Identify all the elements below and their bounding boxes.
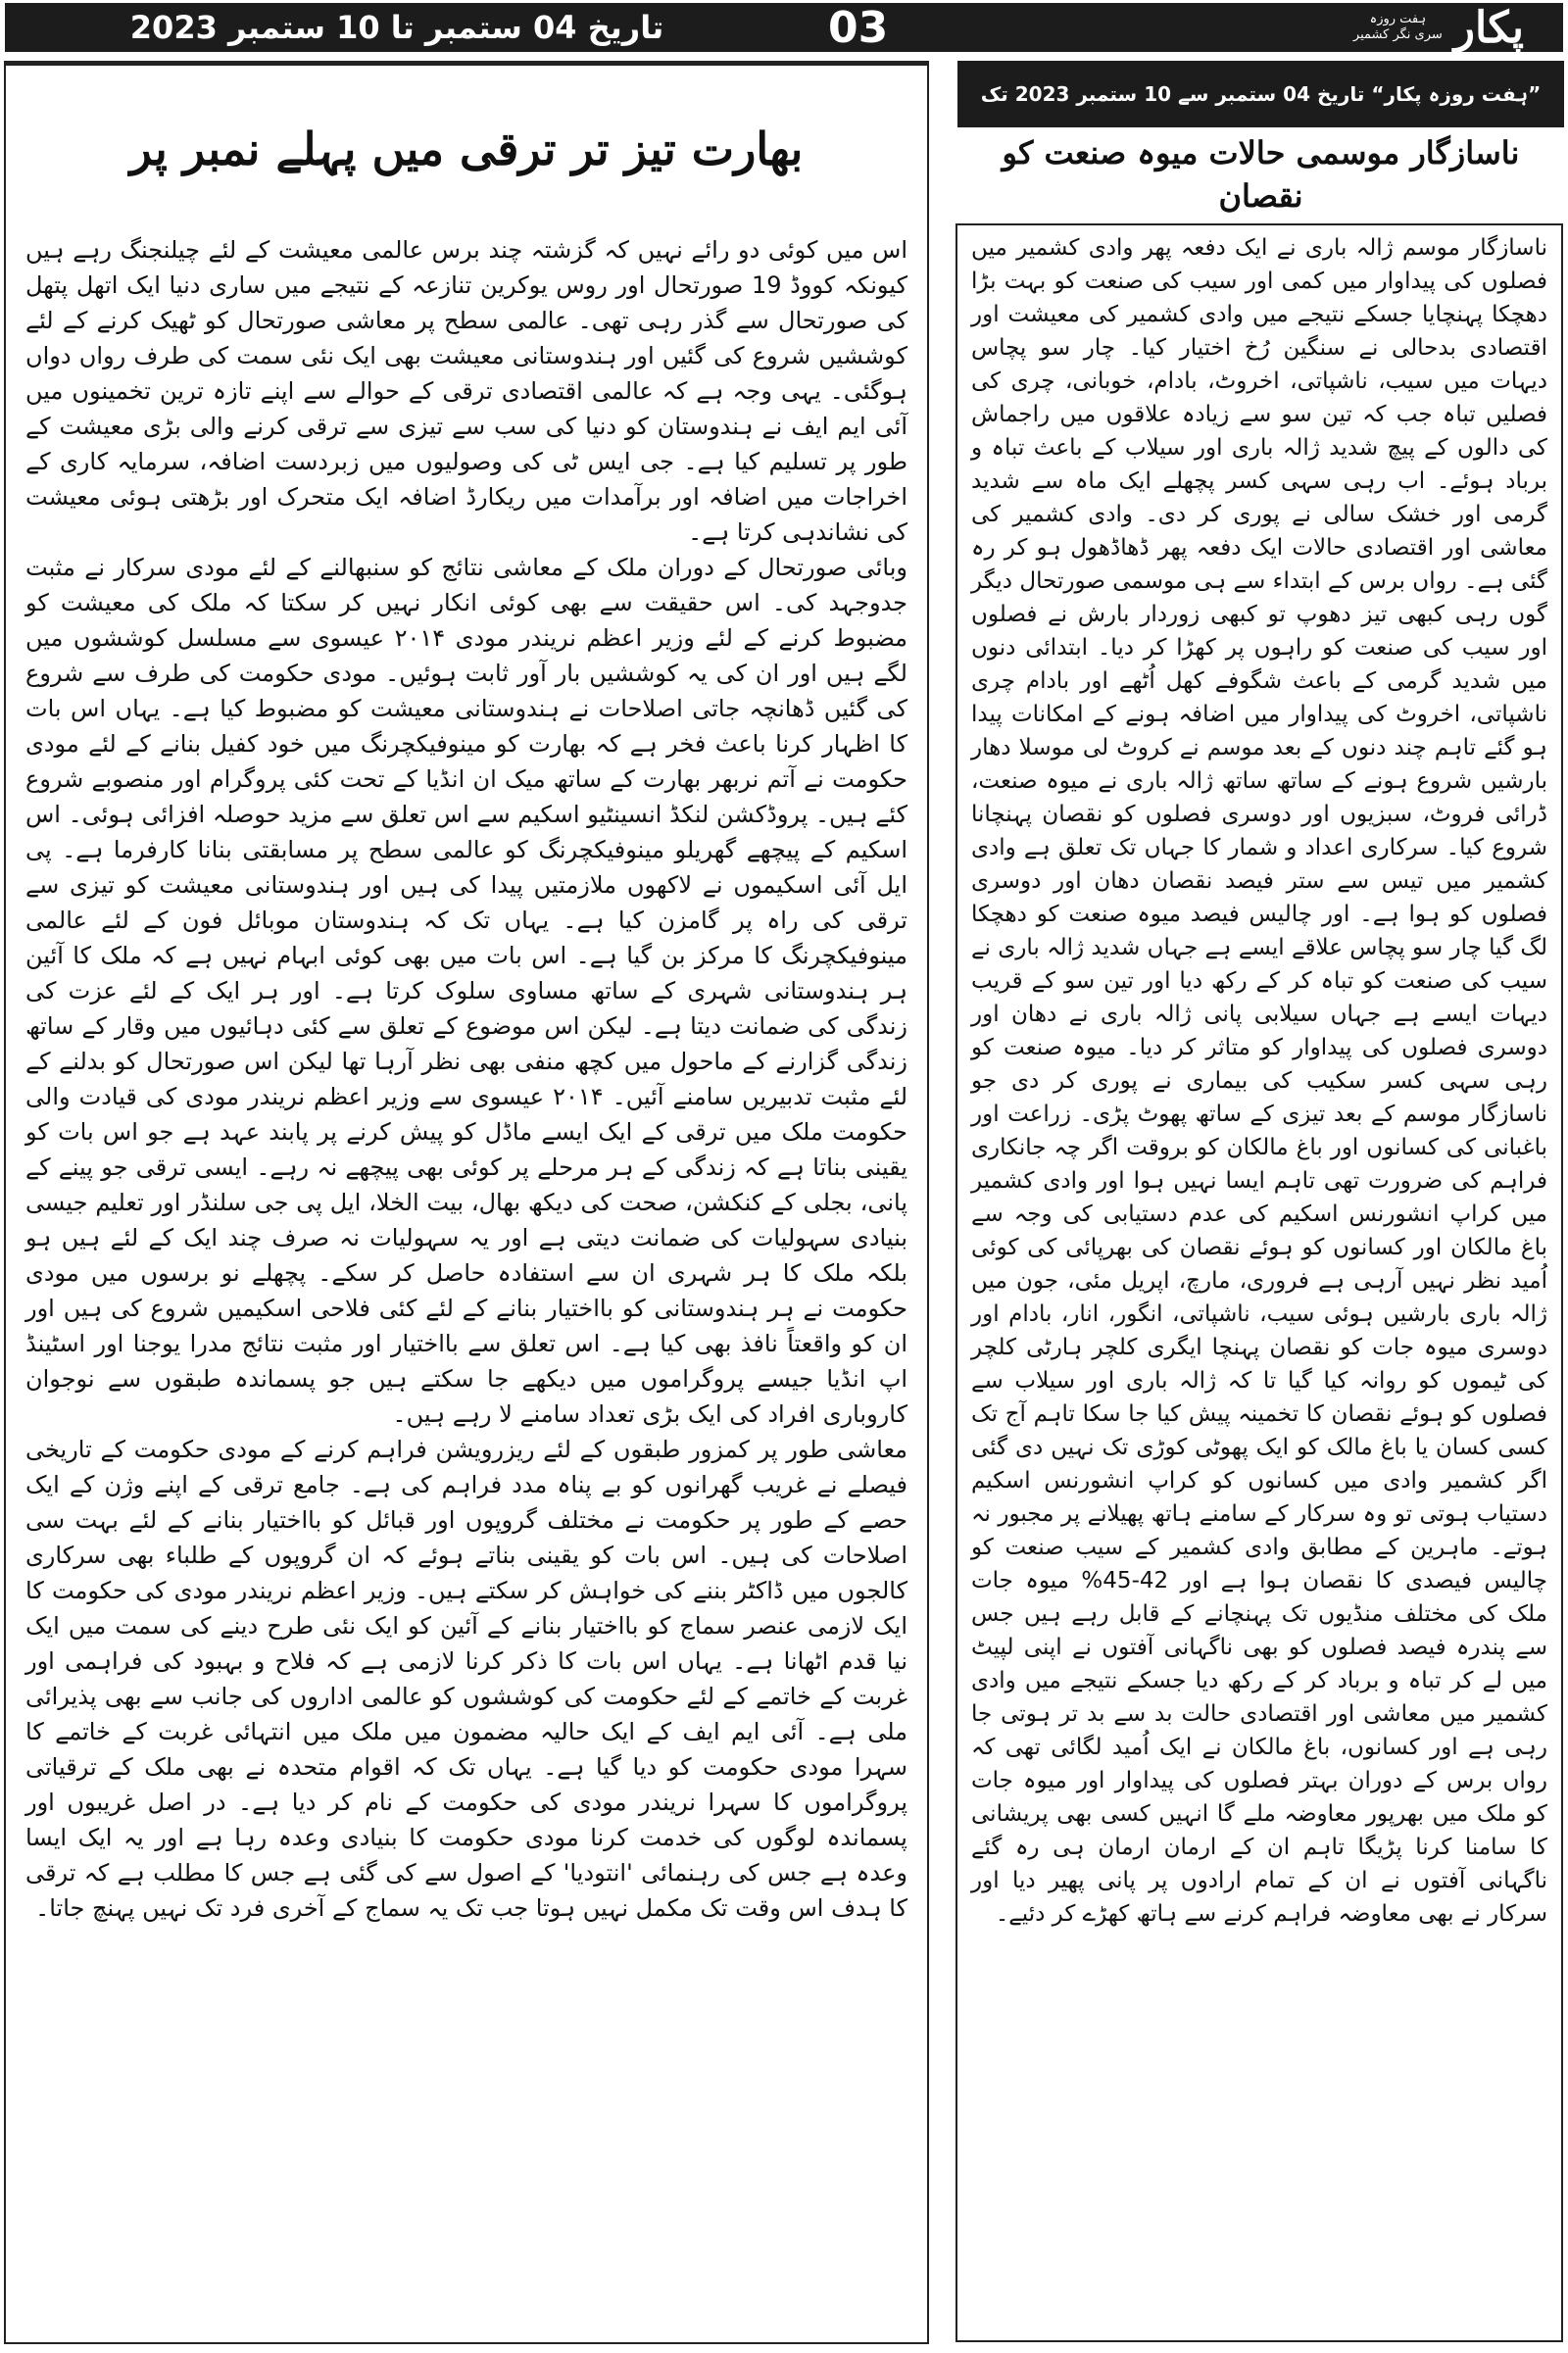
paragraph: وبائی صورتحال کے دوران ملک کے معاشی نتائج کو سنبھالنے کے لئے مودی سرکار نے مثبت جدوجہد کی۔ اس حقیقت سے بھی کوئی انکار نہیں کر سکتا کہ ملک کی معیشت کو مضبوط کرنے کے لئے وزیر اعظم نریندر مودی ۲۰۱۴ عیسوی سے مسلسل کوششوں میں لگے ہیں اور ان کی یہ کوششیں بار آور ثابت ہوئیں۔ مودی حکومت کی طرف سے شروع کی گئیں ڈھانچہ جاتی اصلاحات نے ہندوستانی معیشت کو مضبوط کیا ہے۔ یہاں اس بات کا اظہار کرنا باعث فخر ہے کہ بھارت کو مینوفیکچرنگ میں خود کفیل بنانے کے لئے مودی حکومت نے آتم نربھر بھارت کے ساتھ میک ان انڈیا کے تحت کئی پروگرام اور منصوبے شروع کئے ہیں۔ پروڈکشن لنکڈ انسینٹیو اسکیم سے اس تعلق سے مزید حوصلہ افزائی ہوئی۔ اس اسکیم کے پیچھے گھریلو مینوفیکچرنگ کو عالمی سطح پر مسابقتی بنانا کارفرما ہے۔ پی ایل آئی اسکیموں نے لاکھوں ملازمتیں پیدا کی ہیں اور ہندوستانی معیشت کو تیزی سے ترقی کی راہ پر گامزن کیا ہے۔ یہاں تک کہ ہندوستان موبائل فون کے لئے عالمی مینوفیکچرنگ کا مرکز بن گیا ہے۔ اس بات میں بھی کوئی ابہام نہیں ہے کہ ملک کا آئین ہر ہندوستانی شہری کے ساتھ مساوی سلوک کرتا ہے۔ اور ہر ایک کے لئے عزت کی زندگی کی ضمانت دیتا ہے۔ لیکن اس موضوع کے تعلق سے کئی دہائیوں میں وقار کے ساتھ زندگی گزارنے کے ماحول میں کچھ منفی بھی نظر آرہا تھا لیکن اس صورتحال کو بدلنے کے لئے مثبت تدبیریں سامنے آئیں۔ ۲۰۱۴ عیسوی سے وزیر اعظم نریندر مودی کی قیادت والی حکومت ملک میں ترقی کے ایک ایسے ماڈل کو پیش کرنے پر پابند عہد ہے جو اس بات کو یقینی بناتا ہے کہ زندگی کے ہر مرحلے پر کوئی بھی پیچھے نہ رہے۔ ایسی ترقی جو پینے کے پانی، بجلی کے کنکشن، صحت کی دیکھ بھال، بیت الخلا، ایل پی جی سلنڈر اور تعلیم جیسی بنیادی سہولیات کی ضمانت دیتی ہے اور یہ سہولیات نہ صرف چند ایک کے لئے ہیں ہو بلکہ ملک کا ہر شہری ان سے استفادہ حاصل کر سکے۔ پچھلے نو برسوں میں مودی حکومت نے ہر ہندوستانی کو بااختیار بنانے کے لئے کئی فلاحی اسکیمیں شروع کی ہیں اور ان کو واقعتاً نافذ بھی کیا ہے۔ اس تعلق سے بااختیار اور مثبت نتائج مدرا یوجنا اور اسٹینڈ اپ انڈیا جیسے پروگراموں میں دیکھے جا سکتے ہیں جو پسماندہ طبقوں سے نوجوان کاروباری افراد کی ایک بڑی تعداد سامنے لا رہے ہیں۔ xyxy=(25,554,908,1428)
left-article-body xyxy=(25,232,907,1926)
paragraph: ناسازگار موسم ژالہ باری نے ایک دفعہ پھر وادی کشمیر میں فصلوں کی پیداوار میں کمی اور سیب کی صنعت کو بہت بڑا دھچکا پہنچایا جسکے نتیجے میں وادی کشمیر کی معیشت اور اقتصادی بدحالی نے سنگین رُخ اختیار کیا۔ چار سو پچاس دیہات میں سیب، ناشپاتی، اخروٹ، بادام، خوبانی، چری کی فصلیں تباہ جب کہ تین سو سے زیادہ علاقوں میں راجماش کی دالوں کے پیچ شدید ژالہ باری اور سیلاب کے باعث تباہ و برباد ہوئے۔ اب رہی سہی کسر پچھلے ایک ماہ سے شدید گرمی اور خشک سالی نے پوری کر دی۔ وادی کشمیر کی معاشی اور اقتصادی حالات ایک دفعہ پھر ڈھاڈھول ہو کر رہ گئی ہے۔ رواں برس کے ابتداء سے ہی موسمی صورتحال دیگر گوں رہی کبھی تیز دھوپ تو کبھی زوردار بارش نے فصلوں اور سیب کی صنعت کو راہوں پر کھڑا کر دیا۔ ابتدائی دنوں میں شدید گرمی کے باعث شگوفے کھل اُٹھے اور بادام چری ناشپاتی، اخروٹ کی پیداوار میں اضافہ ہونے کے امکانات پیدا ہو گئے تاہم چند دنوں کے بعد موسم نے کروٹ لی موسلا دھار بارشیں شروع ہونے کے ساتھ ساتھ ژالہ باری نے میوہ صنعت، ڈرائی فروٹ، سبزیوں اور دوسری فصلوں کو نقصان پہنچانا شروع کیا۔ سرکاری اعداد و شمار کا جہاں تک تعلق ہے وادی کشمیر میں تیس سے ستر فیصد نقصان دھان اور دوسری فصلوں کو ہوا ہے۔ اور چالیس فیصد میوہ صنعت کو دھچکا لگ گیا چار سو پچاس علاقے ایسے ہے جہاں شدید ژالہ باری نے سیب کی صنعت کو تباہ کر کے رکھ دیا اور تین سو کے قریب دیہات ایسے ہے جہاں سیلابی پانی ژالہ باری نے دھان اور دوسری فصلوں کی پیداوار کو متاثر کر دیا۔ میوہ صنعت کو رہی سہی کسر سکیب کی بیماری نے پوری کر دی جو ناسازگار موسم کے بعد تیزی کے ساتھ پھوٹ پڑی۔ زراعت اور باغبانی کی کسانوں اور باغ مالکان کو بروقت اگر چہ جانکاری فراہم کی ضرورت تھی تاہم ایسا نہیں ہوا اور وادی کشمیر میں کراپ انشورنس اسکیم کی عدم دستیابی کی وجہ سے باغ مالکان اور کسانوں کو ہوئے نقصان کی بھرپائی کی کوئی اُمید نظر نہیں آرہی ہے فروری، مارچ، اپریل مئی، جون میں ژالہ باری بارشیں ہوئی سیب، ناشپاتی، انگور، انار، بادام اور دوسری میوہ جات کو نقصان پہنچا ایگری کلچر ہارٹی کلچر کی ٹیموں کو روانہ کیا گیا تا کہ ژالہ باری اور سیلاب سے فصلوں کو ہوئے نقصان کا تخمینہ پیش کیا جا سکا تاہم آج تک کسی کسان یا باغ مالک کو ایک پھوٹی کوڑی تک نہیں دی گئی اگر کشمیر وادی میں کسانوں کو کراپ انشورنس اسکیم دستیاب ہوتی تو وہ سرکار کے سامنے ہاتھ پھیلانے پر مجبور نہ ہوتے۔ ماہرین کے مطابق وادی کشمیر کے سیب صنعت کو چالیس فیصدی کا نقصان ہوا ہے اور 42-45% میوہ جات ملک کی مختلف منڈیوں تک پہنچانے کے قابل رہے ہیں جس سے پندرہ فیصد فصلوں کو بھی ناگہانی آفتوں نے اپنی لپیٹ میں لے کر تباہ و برباد کر کے رکھ دیا جسکے نتیجے میں وادی کشمیر میں معاشی اور اقتصادی حالت بد سے بد تر ہوتی جا رہی ہے اور کسانوں، باغ مالکان نے ایک اُمید لگائی تھی کہ رواں برس کے دوران بہتر فصلوں کی پیداوار اور میوہ جات کو ملک میں بھرپور معاوضہ ملے گا انہیں کسی بھی پریشانی کا سامنا کرنا پڑیگا تاہم ان کے ارمان ارمان ہی رہ گئے ناگہانی آفتوں نے ان کے تمام ارادوں پر پانی پھیر دیا اور سرکار نے بھی معاوضہ فراہم کرنے سے ہاتھ کھڑے کر دئیے۔ xyxy=(971,235,1547,1927)
masthead-city: سری نگر کشمیر xyxy=(1352,27,1443,42)
left-article-title: بھارت تیز تر ترقی میں پہلے نمبر پر xyxy=(129,123,804,175)
right-article-title: ناسازگار موسمی حالات میوہ صنعت کو نقصان xyxy=(1002,134,1520,215)
masthead-title: پکار xyxy=(1453,2,1524,53)
paragraph: اس میں کوئی دو رائے نہیں کہ گزشتہ چند برس عالمی معیشت کے لئے چیلنجنگ رہے ہیں کیونکہ کووڈ 19 صورتحال اور روس یوکرین تنازعہ کے نتیجے میں ساری دنیا ایک اتھل پتھل کی صورتحال سے گذر رہی تھی۔ عالمی سطح پر معاشی صورتحال کو ٹھیک کرنے کے لئے کوششیں شروع کی گئیں اور ہندوستانی معیشت بھی ایک نئی سمت کی طرف رواں دواں ہوگئی۔ یہی وجہ ہے کہ عالمی اقتصادی ترقی کے حوالے سے اپنے تازہ ترین تخمینوں میں آئی ایم ایف نے ہندوستان کو دنیا کی سب سے تیزی سے ترقی کرنے والی بڑی معیشت کے طور پر تسلیم کیا ہے۔ جی ایس ٹی کی وصولیوں میں زبردست اضافہ، سرمایہ کاری کے اخراجات میں اضافہ اور برآمدات میں ریکارڈ اضافہ ایک متحرک اور بڑھتی ہوئی معیشت کی نشاندہی کرتا ہے۔ xyxy=(25,236,907,546)
left-article xyxy=(4,61,929,2344)
right-date-banner-text: ”ہفت روزہ پکار“ تاریخ 04 ستمبر سے 10 ستمبر 2023 تک xyxy=(980,82,1542,106)
issue-date: تاریخ 04 ستمبر تا 10 ستمبر 2023 xyxy=(129,9,664,46)
right-article xyxy=(956,223,1563,2342)
masthead-weekly: ہفت روزہ xyxy=(1369,12,1427,26)
masthead-bar xyxy=(5,3,1563,52)
right-date-banner xyxy=(957,61,1564,127)
newspaper-logo xyxy=(1353,3,1524,52)
masthead-subtitle xyxy=(1353,12,1443,43)
right-article-body xyxy=(971,231,1547,1931)
page-number: 03 xyxy=(828,3,889,53)
paragraph: معاشی طور پر کمزور طبقوں کے لئے ریزرویشن فراہم کرنے کے مودی حکومت کے تاریخی فیصلے نے غریب گھرانوں کو بے پناہ مدد فراہم کی ہے۔ جامع ترقی کے اپنے وژن کے ایک حصے کے طور پر حکومت نے مختلف گروپوں اور قبائل کو بااختیار بنانے کے لئے بہت سی اصلاحات کی ہیں۔ اس بات کو یقینی بناتے ہوئے کہ ان گروپوں کے طلباء بھی سرکاری کالجوں میں ڈاکٹر بننے کی خواہش کر سکتے ہیں۔ وزیر اعظم نریندر مودی کی حکومت کا ایک لازمی عنصر سماج کو بااختیار بنانے کے آئین کو ایک نئی طرح دینے کی سمت میں ایک نیا قدم اٹھانا ہے۔ یہاں اس بات کا ذکر کرنا لازمی ہے کہ فلاح و بہبود کی فراہمی اور غربت کے خاتمے کے لئے حکومت کی کوششوں کو عالمی اداروں کی جانب سے بھی پذیرائی ملی ہے۔ آئی ایم ایف کے ایک حالیہ مضمون میں ملک میں انتہائی غربت کے خاتمے کا سہرا مودی حکومت کو دیا گیا ہے۔ یہاں تک کہ اقوام متحدہ نے بھی ملک کے ترقیاتی پروگراموں کا سہرا نریندر مودی کی حکومت کے نام کر دیا ہے۔ در اصل غریبوں اور پسماندہ لوگوں کی خدمت کرنا مودی حکومت کا بنیادی وعدہ رہا ہے اور یہ ایک ایسا وعدہ ہے جس کی رہنمائی 'انتودیا' کے اصول سے کی گئی ہے جس کا مطلب ہے کہ ترقی کا ہدف اس وقت تک مکمل نہیں ہوتا جب تک یہ سماج کے آخری فرد تک نہیں پہنچ جاتا۔ xyxy=(25,1436,907,1922)
